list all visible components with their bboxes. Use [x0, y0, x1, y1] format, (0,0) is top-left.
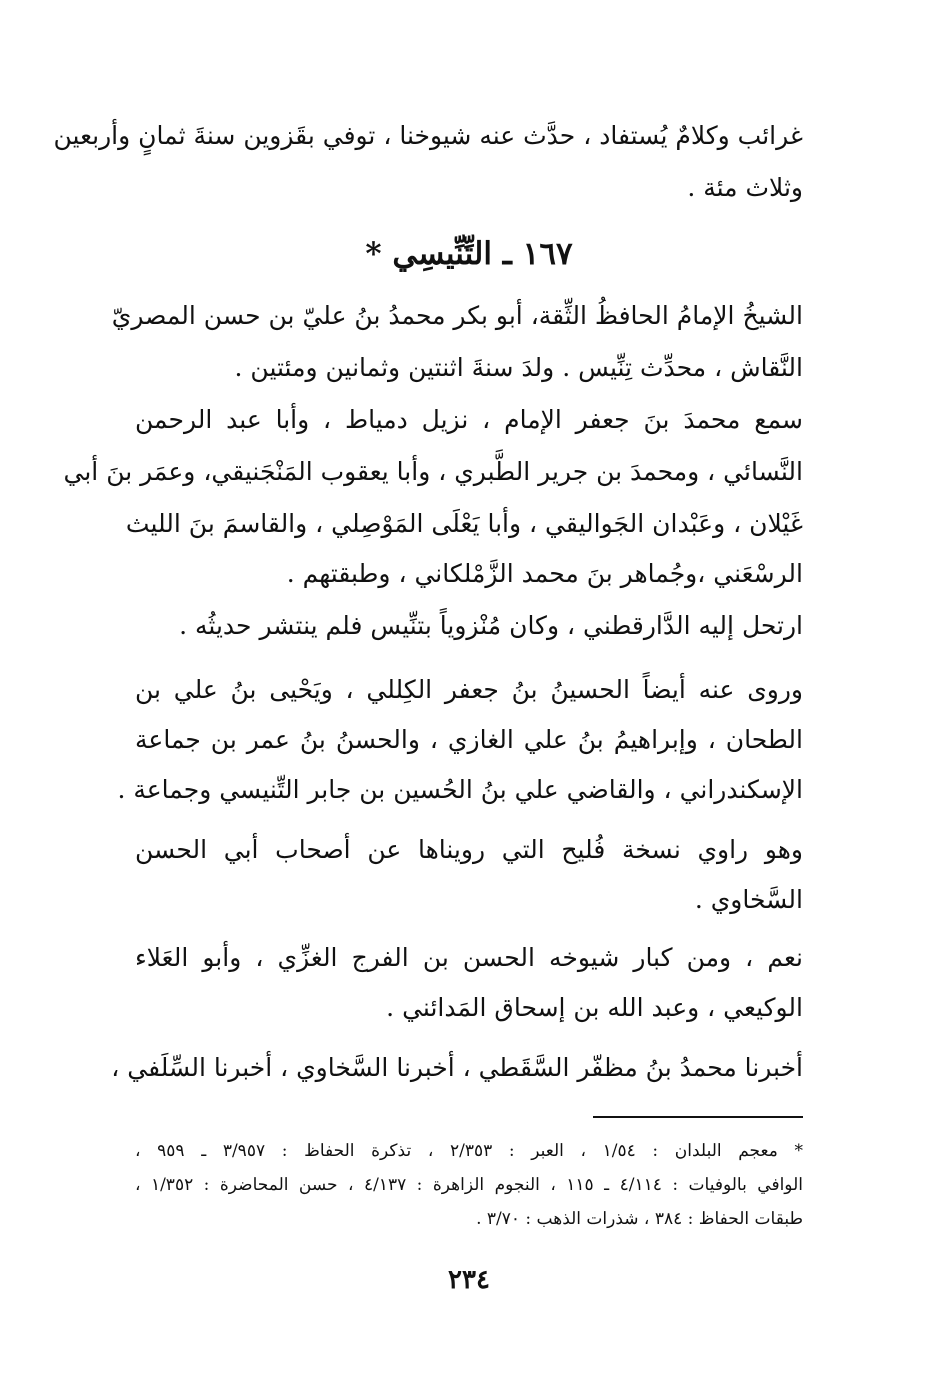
- text-line-8: الرسْعَني ،وجُماهر بنَ محمد الزَّمْلكاني ، وطبقتهم .: [286, 559, 803, 588]
- footnote-line-3: طبقات الحفاظ : ٣٨٤ ، شذرات الذهب : ٣/٧٠ .: [476, 1209, 803, 1229]
- text-line-3: الشيخُ الإمامُ الحافظُ الثِّقة، أبو بكر محمدُ بنُ عليّ بن حسن المصريّ: [111, 301, 803, 330]
- text-line-5: سمع محمدَ بنَ جعفر الإمام ، نزيل دمياط ، وأبا عبد الرحمن: [135, 405, 803, 434]
- text-line-6: النَّسائي ، ومحمدَ بن جرير الطَّبري ، وأبا يعقوب المَنْجَنيقي، وعمَر بنَ أبي: [63, 457, 803, 486]
- text-line-4: النَّقاش ، محدِّث تِنِّيس . ولدَ سنةَ اثنتين وثمانين ومئتين .: [234, 353, 803, 382]
- text-line-9: ارتحل إليه الدَّارقطني ، وكان مُنْزوياً بتنِّيس فلم ينتشر حديثُه .: [179, 611, 803, 640]
- text-line-7: غَيْلان ، وعَبْدان الجَواليقي ، وأبا يَعْلَى المَوْصِلي ، والقاسمَ بنَ الليث: [125, 509, 803, 538]
- text-line-2: وثلاث مئة .: [687, 173, 803, 202]
- text-line-17: أخبرنا محمدُ بنُ مظفّر السَّقَطي ، أخبرنا السَّخاوي ، أخبرنا السِّلَفي ،: [111, 1053, 803, 1082]
- page-number: ٢٣٤: [448, 1265, 490, 1295]
- text-line-11: الطحان ، وإبراهيمُ بنُ علي الغازي ، والحسنُ بنُ عمر بن جماعة: [135, 725, 803, 754]
- text-line-13: وهو راوي نسخة فُليح التي رويناها عن أصحاب أبي الحسن: [135, 835, 803, 864]
- footnote-separator: [593, 1116, 803, 1118]
- entry-heading: ١٦٧ ـ التِّنِّيسِي *: [365, 236, 573, 272]
- footnote-line-1: * معجم البلدان : ١/٥٤ ، العبر : ٢/٣٥٣ ، تذكرة الحفاظ : ٣/٩٥٧ ـ ٩٥٩ ،: [135, 1141, 803, 1161]
- text-line-16: الوكيعي ، وعبد الله بن إسحاق المَدائني .: [386, 993, 803, 1022]
- text-line-1: غرائب وكلامٌ يُستفاد ، حدَّث عنه شيوخنا ، توفي بقَزوين سنةَ ثمانٍ وأربعين: [53, 121, 803, 150]
- footnote-line-2: الوافي بالوفيات : ٤/١١٤ ـ ١١٥ ، النجوم الزاهرة : ٤/١٣٧ ، حسن المحاضرة : ١/٣٥٢ ،: [135, 1175, 803, 1195]
- text-line-14: السَّخاوي .: [694, 885, 803, 914]
- text-line-12: الإسكندراني ، والقاضي علي بنُ الحُسين بن جابر التِّنيسي وجماعة .: [117, 775, 803, 804]
- text-line-15: نعم ، ومن كبار شيوخه الحسن بن الفرج الغزِّي ، وأبو العَلاء: [135, 943, 803, 972]
- text-line-10: وروى عنه أيضاً الحسينُ بنُ جعفر الكِللي ، ويَحْيى بنُ علي بن: [135, 675, 803, 704]
